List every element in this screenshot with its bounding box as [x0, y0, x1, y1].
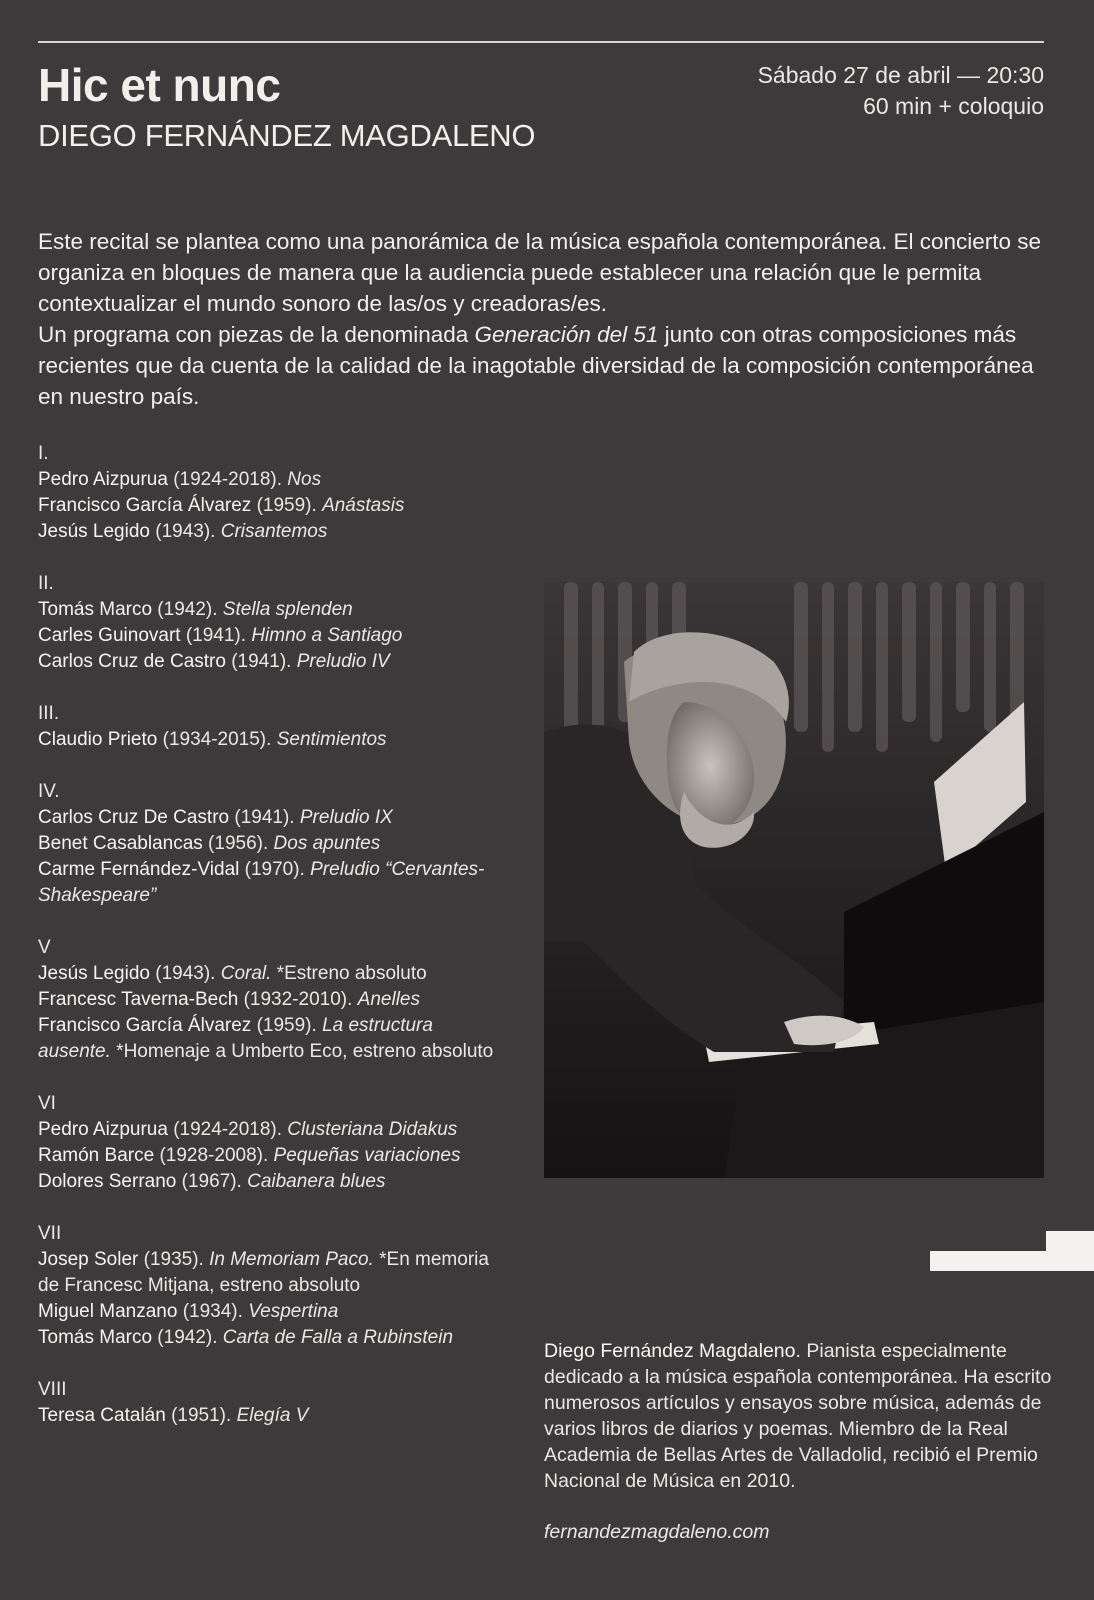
event-duration: 60 min + coloquio	[863, 93, 1044, 119]
entry-composer: Carme Fernández-Vidal	[38, 859, 240, 880]
artist-bio	[544, 1338, 1054, 1494]
program-entry	[38, 831, 508, 857]
entry-composer: Carles Guinovart	[38, 625, 181, 646]
entry-work: Anástasis	[322, 495, 405, 516]
intro-p2-start: Un programa con piezas de la denominada	[38, 322, 475, 347]
bio-name: Diego Fernández Magdaleno	[544, 1340, 796, 1362]
entry-composer: Pedro Aizpurua	[38, 1119, 168, 1140]
pianist-photo	[544, 582, 1044, 1178]
program-entry	[38, 1143, 508, 1169]
entry-years: (1943).	[149, 963, 221, 984]
program-entry	[38, 805, 508, 831]
entry-years: (1934-2015).	[157, 729, 277, 750]
entry-years: (1943).	[149, 521, 221, 542]
entry-composer: Miguel Manzano	[38, 1301, 178, 1322]
program-entry	[38, 1117, 508, 1143]
entry-composer: Carlos Cruz De Castro	[38, 807, 230, 828]
entry-composer: Tomás Marco	[38, 599, 153, 620]
pianist-photo-graphic	[544, 582, 1044, 1178]
program-entry	[38, 1299, 508, 1325]
entry-composer: Pedro Aizpurua	[38, 469, 168, 490]
entry-composer: Tomás Marco	[38, 1327, 153, 1348]
entry-work: Preludio “Cervantes-Shakespeare”	[38, 859, 485, 906]
artist-website[interactable]: fernandezmagdaleno.com	[544, 1521, 770, 1543]
entry-work: Coral.	[220, 963, 272, 984]
entry-composer: Claudio Prieto	[38, 729, 158, 750]
entry-years: (1941).	[180, 625, 252, 646]
entry-composer: Francisco García Álvarez	[38, 1015, 252, 1036]
program-entry	[38, 857, 508, 909]
program-entry	[38, 727, 508, 753]
entry-years: (1967).	[176, 1171, 248, 1192]
entry-work: Vespertina	[248, 1301, 339, 1322]
entry-work: Crisantemos	[220, 521, 328, 542]
program-entry	[38, 1325, 508, 1351]
event-date-time: Sábado 27 de abril — 20:30	[757, 62, 1044, 88]
intro-p2-italic: Generación del 51	[474, 322, 659, 347]
program-block-label: VII	[38, 1223, 62, 1244]
program-entry	[38, 623, 508, 649]
entry-note: *En memoria de Francesc Mitjana, estreno absoluto	[38, 1249, 489, 1296]
entry-work: Preludio IV	[296, 651, 390, 672]
entry-composer: Francesc Taverna-Bech	[38, 989, 239, 1010]
entry-work: In Memoriam Paco.	[209, 1249, 374, 1270]
entry-composer: Francisco García Álvarez	[38, 495, 252, 516]
entry-work: Pequeñas variaciones	[273, 1145, 461, 1166]
program-entry	[38, 1247, 508, 1299]
entry-years: (1956).	[202, 833, 274, 854]
program-block	[38, 571, 508, 675]
entry-composer: Josep Soler	[38, 1249, 139, 1270]
program-entry	[38, 1013, 508, 1065]
concert-title: Hic et nunc	[38, 59, 281, 111]
entry-work: Sentimientos	[276, 729, 387, 750]
program-block-label: VI	[38, 1093, 56, 1114]
program-block-label: III.	[38, 703, 60, 724]
program-block	[38, 935, 508, 1065]
program-list	[38, 441, 508, 1455]
entry-work: Dos apuntes	[273, 833, 381, 854]
intro-p2-end: junto con otras composiciones más recientes que da cuenta de la calidad de la inagotable diversidad de la composición contemporánea en nuestro país.	[38, 322, 1034, 409]
decorative-bar	[930, 1251, 1064, 1271]
entry-years: (1928-2008).	[154, 1145, 274, 1166]
artist-name: DIEGO FERNÁNDEZ MAGDALENO	[38, 118, 536, 153]
program-entry	[38, 493, 508, 519]
entry-years: (1970).	[239, 859, 311, 880]
bio-text: . Pianista especialmente dedicado a la música española contemporánea. Ha escrito numerosos artículos y ensayos sobre música, además de varios libros de diarios y poemas. Miembro de la Real Academia de Bellas Artes de Valladolid, recibió el Premio Nacional de Música en 2010.	[544, 1340, 1052, 1492]
entry-years: (1941).	[225, 651, 297, 672]
entry-composer: Carlos Cruz de Castro	[38, 651, 226, 672]
entry-years: (1932-2010).	[238, 989, 358, 1010]
entry-years: (1935).	[138, 1249, 210, 1270]
decorative-block	[1046, 1231, 1094, 1271]
entry-composer: Jesús Legido	[38, 963, 150, 984]
entry-years: (1942).	[152, 599, 223, 620]
program-entry	[38, 961, 508, 987]
entry-work: La estructura ausente.	[38, 1015, 433, 1062]
program-block	[38, 1221, 508, 1351]
program-entry	[38, 987, 508, 1013]
entry-years: (1941).	[229, 807, 300, 828]
program-entry	[38, 597, 508, 623]
entry-work: Nos	[287, 469, 322, 490]
entry-years: (1942).	[152, 1327, 223, 1348]
program-block	[38, 1377, 508, 1429]
event-meta	[758, 60, 1044, 122]
program-block-label: I.	[38, 443, 49, 464]
program-block-label: VIII	[38, 1379, 67, 1400]
entry-work: Caibanera blues	[247, 1171, 386, 1192]
program-block-label: IV.	[38, 781, 60, 802]
entry-note: *Homenaje a Umberto Eco, estreno absoluto	[110, 1041, 494, 1062]
entry-composer: Benet Casablancas	[38, 833, 203, 854]
entry-composer: Ramón Barce	[38, 1145, 155, 1166]
entry-work: Stella splenden	[222, 599, 353, 620]
program-block	[38, 701, 508, 753]
program-entry	[38, 1169, 508, 1195]
entry-years: (1924-2018).	[167, 469, 288, 490]
entry-work: Carta de Falla a Rubinstein	[222, 1327, 454, 1348]
entry-work: Clusteriana Didakus	[287, 1119, 458, 1140]
entry-years: (1934).	[177, 1301, 249, 1322]
entry-years: (1959).	[251, 495, 323, 516]
entry-work: Preludio IX	[299, 807, 393, 828]
program-block-label: V	[38, 937, 51, 958]
program-entry	[38, 519, 508, 545]
intro-text	[38, 226, 1048, 412]
program-entry	[38, 1403, 508, 1429]
intro-paragraph-1: Este recital se plantea como una panorámica de la música española contemporánea. El concierto se organiza en bloques de manera que la audiencia puede establecer una relación que le permita contextualizar el mundo sonoro de las/os y creadoras/es.	[38, 229, 1042, 316]
top-rule	[38, 41, 1044, 43]
entry-note: *Estreno absoluto	[271, 963, 427, 984]
program-block-label: II.	[38, 573, 54, 594]
program-block	[38, 441, 508, 545]
intro-paragraph-2	[38, 319, 1048, 412]
entry-work: Anelles	[357, 989, 420, 1010]
entry-composer: Teresa Catalán	[38, 1405, 166, 1426]
entry-years: (1959).	[251, 1015, 323, 1036]
entry-work: Elegía V	[236, 1405, 309, 1426]
program-entry	[38, 649, 508, 675]
entry-work: Himno a Santiago	[251, 625, 403, 646]
program-block	[38, 1091, 508, 1195]
entry-years: (1951).	[165, 1405, 237, 1426]
entry-composer: Jesús Legido	[38, 521, 150, 542]
entry-composer: Dolores Serrano	[38, 1171, 177, 1192]
entry-years: (1924-2018).	[167, 1119, 288, 1140]
program-block	[38, 779, 508, 909]
program-entry	[38, 467, 508, 493]
